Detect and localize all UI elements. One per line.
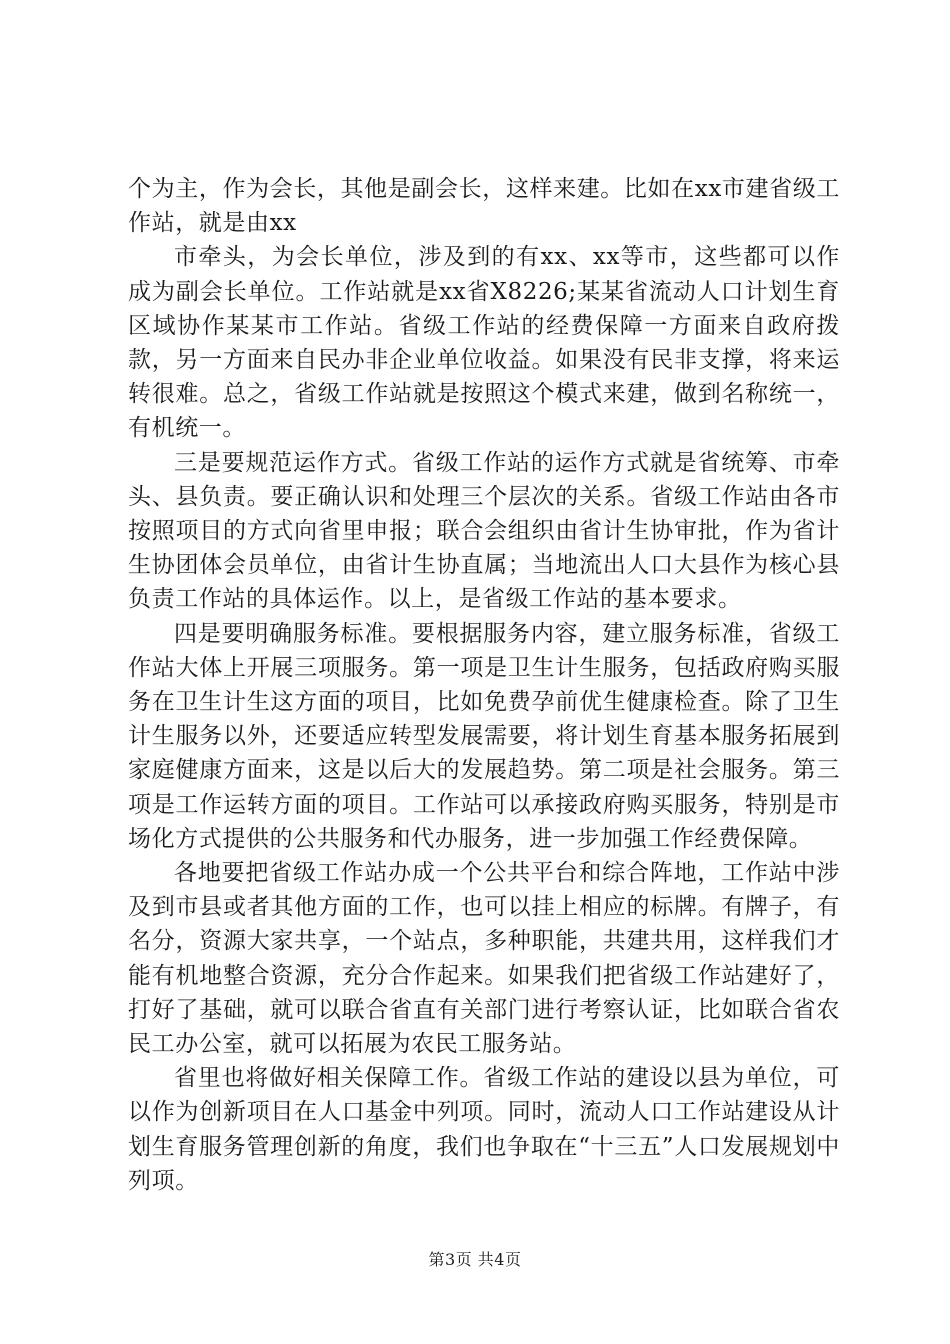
- document-body: [128, 172, 840, 1198]
- paragraph-operation-mode: 三是要规范运作方式。省级工作站的运作方式就是省统筹、市牵头、县负责。要正确认识和处理三个层次的关系。省级工作站由各市按照项目的方式向省里申报；联合会组织由省计生协审批，作为省计生协团体会员单位，由省计生协直属；当地流出人口大县作为核心县负责工作站的具体运作。以上，是省级工作站的基本要求。: [128, 449, 840, 613]
- paragraph-service-standard: 四是要明确服务标准。要根据服务内容，建立服务标准，省级工作站大体上开展三项服务。第一项是卫生计生服务，包括政府购买服务在卫生计生这方面的项目，比如免费孕前优生健康检查。除了卫生计生服务以外，还要适应转型发展需要，将计划生育基本服务拓展到家庭健康方面来，这是以后大的发展趋势。第二项是社会服务。第三项是工作运转方面的项目。工作站可以承接政府购买服务，特别是市场化方式提供的公共服务和代办服务，进一步加强工作经费保障。: [128, 620, 840, 852]
- paragraph-continuation: 个为主，作为会长，其他是副会长，这样来建。比如在xx市建省级工作站，就是由xx: [128, 176, 840, 237]
- page-number-footer: 第3页 共4页: [428, 1250, 522, 1269]
- paragraph-city-lead: 市牵头，为会长单位，涉及到的有xx、xx等市，这些都可以作成为副会长单位。工作站就是xx省X8226;某某省流动人口计划生育区域协作某某市工作站。省级工作站的经费保障一方面来自政府拨款，另一方面来自民办非企业单位收益。如果没有民非支撑，将来运转很难。总之，省级工作站就是按照这个模式来建，做到名称统一，有机统一。: [128, 244, 840, 442]
- paragraph-provincial-support: 省里也将做好相关保障工作。省级工作站的建设以县为单位，可以作为创新项目在人口基金中列项。同时，流动人口工作站建设从计划生育服务管理创新的角度，我们也争取在“十三五”人口发展规划中列项。: [128, 1065, 840, 1194]
- paragraph-public-platform: 各地要把省级工作站办成一个公共平台和综合阵地，工作站中涉及到市县或者其他方面的工作，也可以挂上相应的标牌。有牌子，有名分，资源大家共享，一个站点，多种职能，共建共用，这样我们才能有机地整合资源，充分合作起来。如果我们把省级工作站建好了，打好了基础，就可以联合省直有关部门进行考察认证，比如联合省农民工办公室，就可以拓展为农民工服务站。: [128, 860, 840, 1058]
